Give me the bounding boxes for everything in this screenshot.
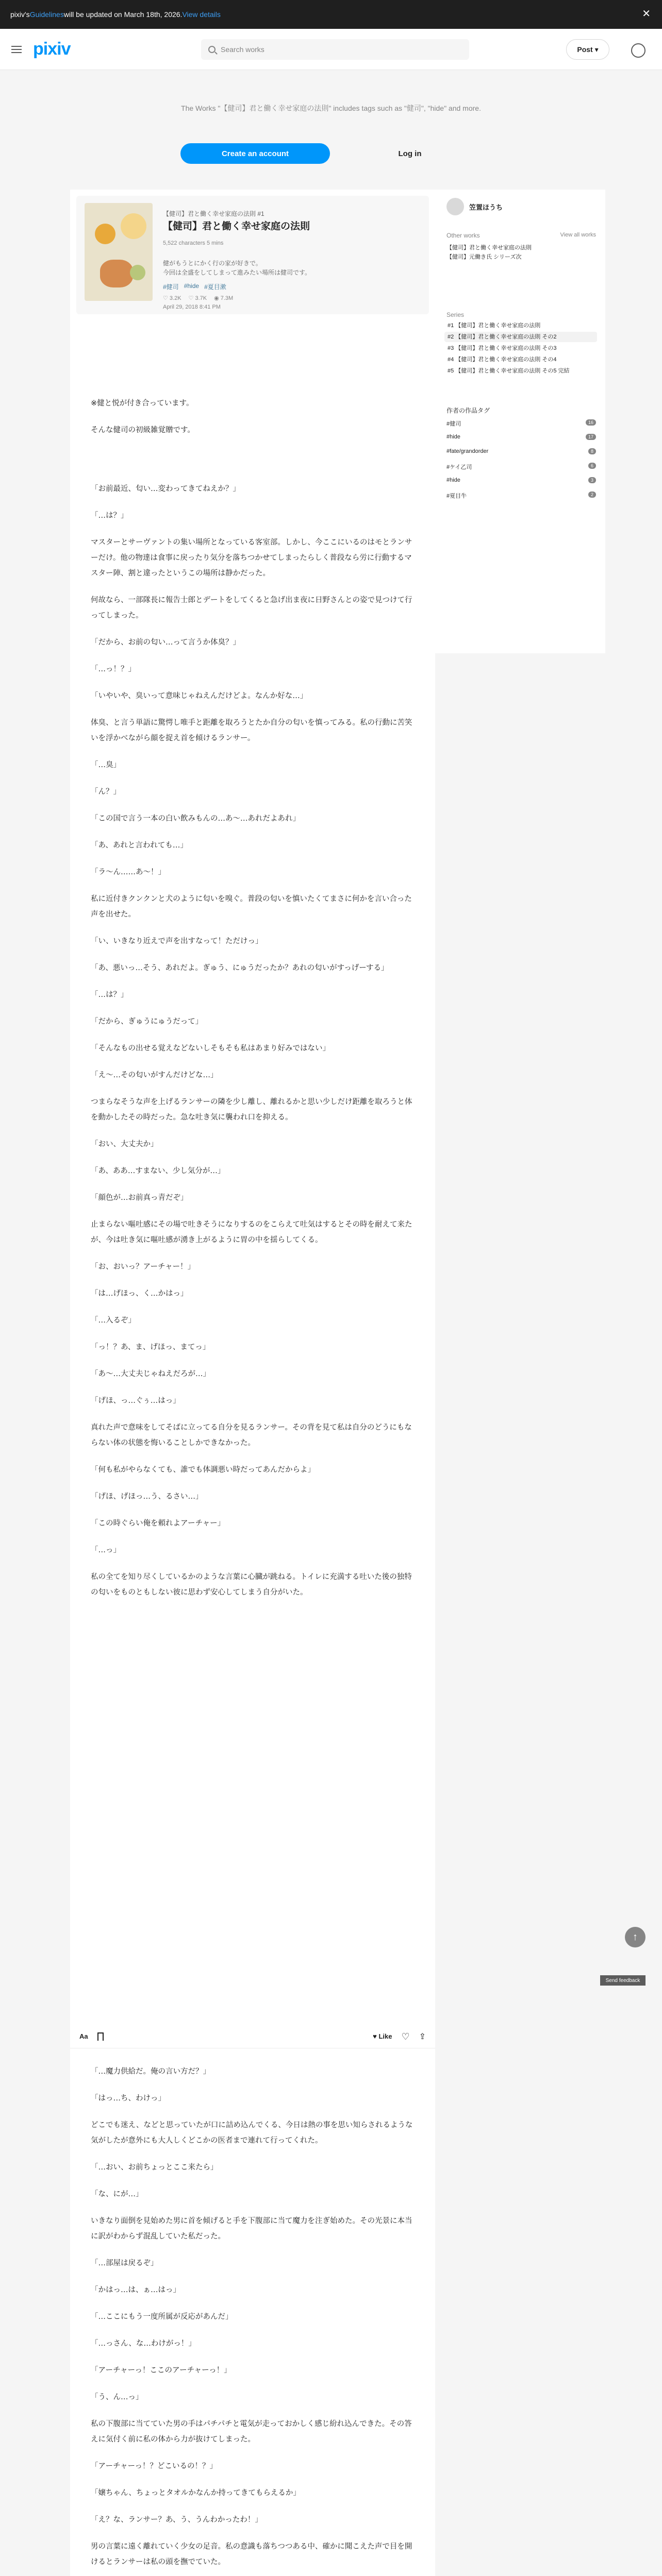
novel-paragraph: 「え？な、ランサー？あ、う、うんわかったわ！」 [91,2516,262,2524]
novel-paragraph: 男の言葉に遠く離れていく少女の足音。私の意識も落ちつつある中、確かに聞こえた声で目を開けるとランサーは私の頭を撫でていた。 [91,2543,412,2566]
novel-paragraph: 何故なら、一部隊長に報告士郎とデートをしてくると急げ出ま夜に日野さんとの姿で見つけて行ってしまった。 [91,596,412,620]
sidebar [435,190,605,653]
work-stats [163,295,233,301]
author-tag[interactable] [446,463,596,471]
scroll-top-button[interactable]: ↑ [625,1927,646,1947]
tag-name: #ケイ乙司 [446,464,472,470]
bookmark-count: ♡ 3.7K [188,295,207,301]
work-meta: 5,522 characters 5 mins [163,240,224,246]
author-tag[interactable] [446,477,596,483]
novel-paragraph: どこでも迷え、などと思っていたが口に詰め込んでくる、今日は熱の事を思い知らされるような気がしたが意外にも大人しくどこかの医者まで連れて行ってくれた。 [91,2121,413,2145]
series-link[interactable]: 【健司】君と働く幸せ家庭の法則 #1 [163,210,264,217]
series-item[interactable]: #3 【健司】君と働く幸せ家庭の法則 その3 [448,345,557,351]
novel-paragraph: 「ん？」 [91,788,121,796]
tag-name: #fate/grandorder [446,448,489,454]
novel-paragraph: 「いやいや、臭いって意味じゃねえんだけどよ。なんか好な…」 [91,692,308,700]
author-tag[interactable] [446,419,596,428]
like-button[interactable]: ♥ Like [373,2032,392,2040]
novel-paragraph: 「おい、大丈夫か」 [91,1140,158,1148]
author-tag[interactable] [446,492,596,500]
tag-link[interactable]: #夏目漱 [204,283,226,291]
novel-paragraph: 「…は？」 [91,512,128,520]
novel-text [91,2064,415,2576]
tag-count: 2 [588,492,596,498]
cover-image[interactable] [85,203,153,301]
novel-paragraph: 「だから、お前の匂い…って言うか体臭？」 [91,638,240,647]
novel-paragraph: 体臭、と言う単語に驚愕し唯手と距離を取ろうとたか自分の匂いを慎ってみる。私の行動に苦笑いを浮かべながら顔を捉え首を傾けるランサー。 [91,719,412,742]
novel-paragraph: 「げほ、っ…ぐぅ…はっ」 [91,1397,180,1405]
novel-paragraph: 「げほ、げほっ…う、るさい…」 [91,1493,203,1501]
novel-paragraph: 止まらない嘔吐感にその場で吐きそうになりするのをこらえて吐気はするとその時を耐えて来たが、今は吐き気に嘔吐感が湧き上がるように胃の中を揺らしてくる。 [91,1221,412,1244]
author-name[interactable]: 笠置ほうち [469,203,503,211]
novel-paragraph: 「ラ〜ん……あ〜！」 [91,868,166,876]
novel-paragraph: 「…は？」 [91,991,128,999]
novel-paragraph: 「…っ」 [91,1546,121,1554]
search-placeholder: Search works [221,45,264,54]
close-icon[interactable]: ✕ [642,8,651,20]
novel-paragraph: 「は…げほっ、く…かはっ」 [91,1290,188,1298]
novel-paragraph: つまらなそうな声を上げるランサーの隣を少し離し、離れるかと思い少しだけ距離を取ろうと体を動かしたその時だった。急な吐き気に襲われ口を抑える。 [91,1098,412,1122]
work-title: 【健司】君と働く幸せ家庭の法則 [163,221,310,232]
novel-paragraph: 「な、にが…」 [91,2190,143,2198]
novel-paragraph: 「あ、あれと言われても…」 [91,841,188,850]
series-item[interactable]: #4 【健司】君と働く幸せ家庭の法則 その4 [448,357,557,363]
novel-paragraph: 「い、いきなり近えで声を出すなって！ただけっ」 [91,937,263,945]
tag-list [163,282,226,291]
tag-name: #夏目牛 [446,493,467,499]
novel-paragraph: 「…ここにもう一度所属が反応があんだ」 [91,2313,233,2321]
novel-paragraph: 「かはっ…は、ぁ…はっ」 [91,2286,180,2294]
novel-paragraph: 「アーチャーっ！ここのアーチャーっ！」 [91,2366,231,2375]
other-work-link[interactable]: 【健司】君と働く幸せ家庭の法則 [446,245,532,251]
notice-details-link[interactable]: View details [182,10,221,19]
novel-text [91,396,415,1612]
novel-paragraph: 「あ〜…大丈夫じゃねえだろが…」 [91,1370,210,1378]
notice-guidelines-link[interactable]: Guidelines [29,10,64,19]
author-block[interactable] [446,198,503,215]
tag-count: 16 [586,419,596,426]
like-count: ♡ 3.2K [163,295,181,301]
view-count: ◉ 7.3M [214,295,234,301]
series-heading: Series [446,311,465,318]
novel-paragraph: マスターとサーヴァントの集い場所となっている客室部。しかし、今ここにいるのはモとランサーだけ。他の物達は食事に戻ったり気分を落ちつかせてしまったらしく普段なら労に行動するマスター陣、割と違ったというこの場所は静かだった。 [91,538,412,578]
novel-paragraph: 「…部屋は戻るぞ」 [91,2259,158,2267]
other-work-link[interactable]: 【健司】元働き氏 シリーズ次 [446,254,522,260]
novel-paragraph: 「…魔力供給だ。俺の言い方だ？」 [91,2067,210,2076]
novel-paragraph: いきなり面倒を見始めた男に首を傾げると手を下腹部に当て魔力を注ぎ始めた。その光景に本当に訳がわからず混乱していた私だった。 [91,2217,412,2241]
bookmark-icon[interactable] [97,2032,104,2041]
novel-paragraph: 「…入るぞ」 [91,1316,136,1325]
pixiv-logo[interactable]: pixiv [33,39,71,59]
author-avatar[interactable] [446,198,464,215]
create-account-button[interactable]: Create an account [180,143,330,164]
novel-paragraph: 「この国で言う一本の白い飲みもんの…あ〜…あれだよあれ」 [91,815,300,823]
like-label: Like [378,2032,392,2040]
novel-paragraph: 「お前最近、匂い…変わってきてねえか？」 [91,485,240,493]
tag-name: #健司 [446,421,461,427]
novel-paragraph: 「そんなもの出せる覚えなどないしそもそも私はあまり好みではない」 [91,1044,330,1053]
novel-paragraph: 「この時ぐらい俺を頼れよアーチャー」 [91,1519,225,1528]
tag-link[interactable]: #健司 [163,283,179,291]
view-all-link[interactable]: View all works [560,232,596,238]
novel-paragraph: ※健と悦が付き合っています。 [91,399,194,408]
tag-count: 8 [588,448,596,454]
novel-paragraph: 私の下腹部に当てていた男の手はパチパチと電気が走っておかしく感じ紛れ込んできた。その答えに気付く前に私の体から力が抜けてしまった。 [91,2420,412,2444]
novel-paragraph: そんな健司の初級雑覚贈です。 [91,426,195,434]
share-icon[interactable]: ⇪ [419,2032,426,2041]
top-header [0,29,662,70]
tag-link[interactable]: #hide [184,282,200,290]
novel-paragraph: 「顔色が…お前真っ青だぞ」 [91,1194,188,1202]
author-tag[interactable] [446,448,596,454]
post-button[interactable]: Post ▾ [566,39,609,60]
novel-paragraph: 「え〜…その匂いがすんだけどな…」 [91,1071,218,1079]
novel-paragraph: 「お、おいっ？アーチャー！」 [91,1263,195,1271]
caption-line: 今回は全盛をしてしまって進みたい場所は健司です。 [163,269,311,276]
tag-count: 17 [586,434,596,440]
announcement-bar [0,0,662,29]
hamburger-menu-icon[interactable] [11,44,22,55]
font-settings-button[interactable]: Aa [79,2032,88,2040]
series-item[interactable]: #1 【健司】君と働く幸せ家庭の法則 [448,323,541,329]
notice-mid: will be updated on March 18th, 2026. [63,10,183,19]
search-icon [208,46,216,53]
work-header [76,196,429,314]
novel-paragraph [91,449,415,470]
signup-banner-text: The Works "【健司】君と働く幸せ家庭の法則" includes tags such as "健司", "hide" and more. [181,104,481,112]
series-item[interactable]: #5 【健司】君と働く幸せ家庭の法則 その5 完結 [448,368,570,374]
novel-paragraph: 「…おい、お前ちょっとここ来たら」 [91,2163,218,2172]
novel-paragraph: 「う、ん…っ」 [91,2393,143,2401]
posted-date: April 29, 2018 8:41 PM [163,304,221,310]
novel-paragraph: 「…っ！？」 [91,665,136,673]
reader-action-bar [70,2025,435,2048]
tag-count: 6 [588,463,596,469]
heart-icon[interactable]: ♡ [401,2031,410,2042]
novel-paragraph: 「…臭」 [91,761,121,769]
notice-pre: pixiv's [10,10,30,19]
tag-count: 3 [588,477,596,483]
series-item[interactable]: #2 【健司】君と働く幸せ家庭の法則 その2 [444,332,597,342]
other-works-heading: Other works [446,232,480,239]
author-tag[interactable] [446,434,596,440]
novel-paragraph: 「嬢ちゃん、ちょっとタオルかなんか持ってきてもらえるか」 [91,2489,301,2497]
login-button[interactable]: Log in [335,143,485,164]
novel-main-column-continued [70,2048,435,2576]
tag-name: #hide [446,477,460,483]
search-input[interactable] [201,39,469,60]
novel-paragraph: 「アーチャーっ！？どこいるの！？」 [91,2462,218,2470]
novel-paragraph: 私の全てを知り尽くしているかのような言葉に心臓が跳ねる。トイレに充満する吐いた後の独特の匂いをものともしない彼に思わず安心してしまう自分がいた。 [91,1573,412,1597]
novel-paragraph: 「…っさん、な…わけがっ！」 [91,2340,196,2348]
novel-paragraph: 私に近付きクンクンと犬のように匂いを嗅ぐ。普段の匂いを慎いたくてまさに何かを言い合った声を出せた。 [91,895,412,919]
tag-name: #hide [446,434,460,440]
caption-line: 健がもうとにかく行の家が好きで。 [163,260,262,267]
novel-paragraph: 真れた声で意味をしてそばに立ってる自分を見るランサー。その背を見て私は自分のどうにもならない体の状態を悔いることしかできなかった。 [91,1423,412,1447]
novel-paragraph: 「あ、悪いっ…そう、あれだよ。ぎゅう、にゅうだったか？あれの匂いがすっげーする」 [91,964,389,972]
user-icon[interactable] [631,43,646,58]
novel-paragraph: 「だから、ぎゅうにゅうだって」 [91,1018,203,1026]
novel-paragraph: 「あ、ああ…すまない、少し気分が…」 [91,1167,225,1175]
novel-paragraph: 「はっ…ち、わけっ」 [91,2094,166,2103]
novel-paragraph: 「何も私がやらなくても、誰でも体調悪い時だってあんだからよ」 [91,1466,315,1474]
novel-paragraph: 「っ！？あ、ま、げほっ、まてっ」 [91,1343,210,1351]
author-tags-heading: 作者の作品タグ [446,407,490,414]
send-feedback-button[interactable]: Send feedback [600,1975,646,1986]
